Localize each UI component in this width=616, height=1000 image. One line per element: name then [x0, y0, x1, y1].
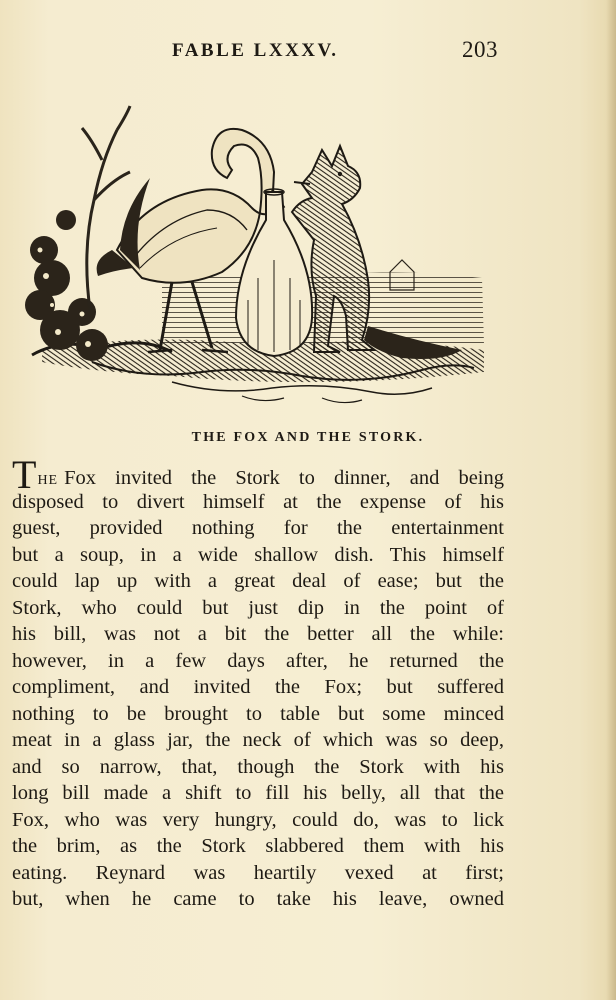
body-line: his bill, was not a bit the better all the while:: [12, 623, 504, 645]
body-line: but, when he came to take his leave, owned: [12, 888, 504, 910]
first-line-text: Fox invited the Stork to dinner, and being: [64, 467, 504, 489]
body-line: eating. Reynard was heartily vexed at first;: [12, 861, 504, 884]
small-caps: HE: [37, 473, 59, 488]
drop-cap: T: [12, 452, 37, 497]
body-line: disposed to divert himself at the expense of his: [12, 490, 504, 513]
figure-caption: THE FOX AND THE STORK.: [191, 430, 425, 445]
body-line: Stork, who could but just dip in the point of: [12, 596, 504, 619]
body-line: Fox, who was very hungry, could do, was to lick: [12, 808, 504, 831]
body-line: guest, provided nothing for the entertainment: [12, 517, 504, 539]
body-line-1: [12, 452, 504, 497]
page-edge-shadow: [606, 0, 616, 1000]
running-title: FABLE LXXXV.: [172, 40, 339, 61]
body-line: the brim, as the Stork slabbered them with his: [12, 835, 504, 857]
body-line: could lap up with a great deal of ease; but the: [12, 570, 504, 592]
fable-body: [12, 452, 504, 913]
page-number: 203: [462, 37, 498, 62]
body-line: long bill made a shift to fill his belly, all that the: [12, 782, 504, 804]
page-header: [0, 38, 616, 68]
body-line: compliment, and invited the Fox; but suffered: [12, 676, 504, 698]
body-line: meat in a glass jar, the neck of which was so deep,: [12, 729, 504, 751]
woodcut-fox-and-stork-icon: [22, 100, 492, 415]
body-line: nothing to be brought to table but some minced: [12, 702, 504, 725]
body-line: and so narrow, that, though the Stork with his: [12, 755, 504, 778]
body-line: however, in a few days after, he returned the: [12, 649, 504, 672]
body-line: but a soup, in a wide shallow dish. This himself: [12, 543, 504, 566]
